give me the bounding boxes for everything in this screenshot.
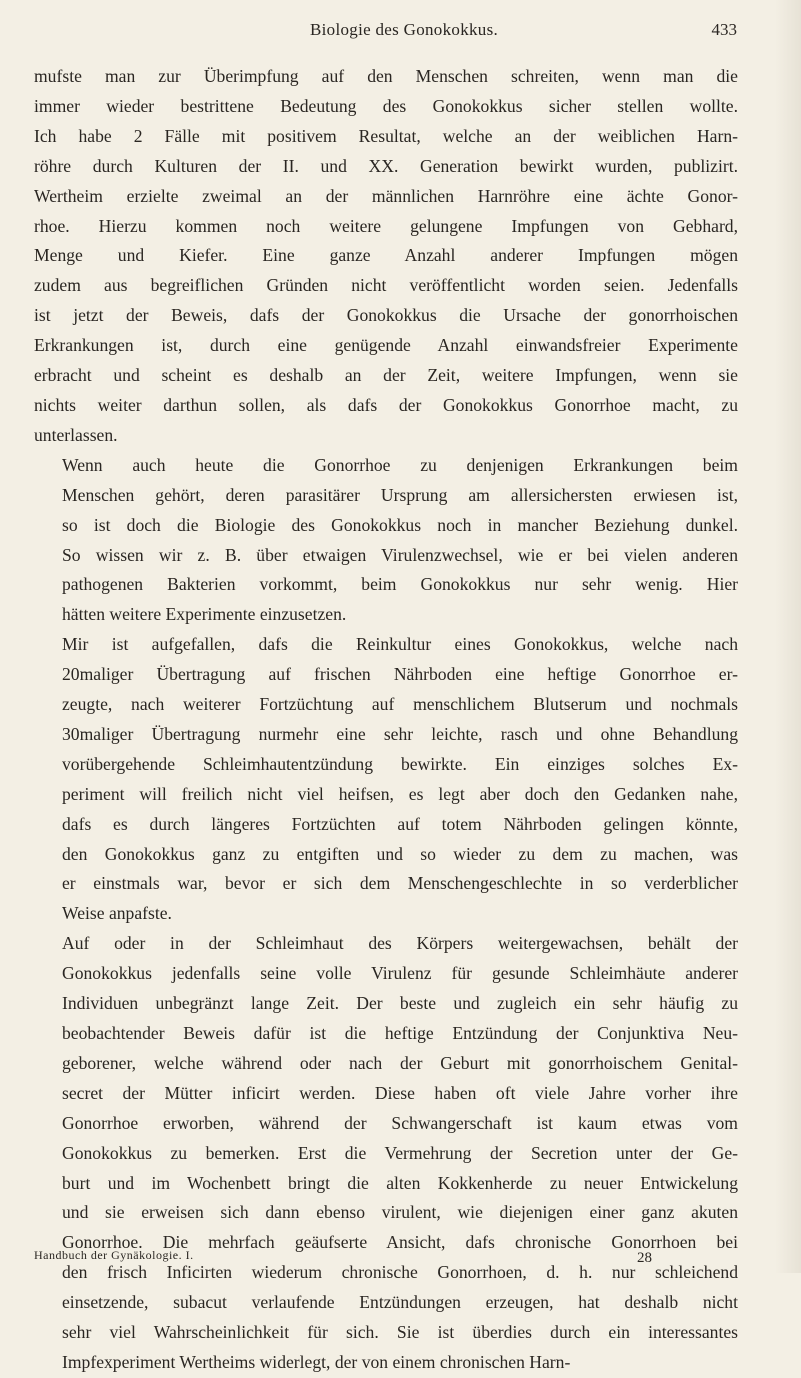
signature-number: 28 bbox=[637, 1250, 652, 1266]
text-line: Auf oder in der Schleimhaut des Körpers weitergewachsen, behält der bbox=[62, 933, 738, 954]
text-line: Gonokokkus jedenfalls seine volle Virulenz für gesunde Schleimhäute anderer bbox=[62, 963, 738, 984]
running-title: Biologie des Gonokokkus. bbox=[310, 20, 499, 39]
text-line: 20maliger Übertragung auf frischen Nährboden eine heftige Gonorrhoe er- bbox=[62, 664, 738, 685]
paragraph bbox=[34, 451, 738, 630]
text-line: rhoe. Hierzu kommen noch weitere gelungene Impfungen von Gebhard, bbox=[34, 215, 738, 236]
text-line: So wissen wir z. B. über etwaigen Virulenzwechsel, wie er bei vielen anderen bbox=[62, 544, 738, 565]
text-line: und sie erweisen sich dann ebenso virulent, wie diejenigen einer ganz akuten bbox=[62, 1202, 738, 1223]
text-line: Wertheim erzielte zweimal an der männlichen Harnröhre eine ächte Gonor- bbox=[34, 185, 738, 206]
text-line: den frisch Inficirten wiederum chronische Gonorrhoen, d. h. nur schleichend bbox=[62, 1262, 738, 1283]
text-line: burt und im Wochenbett bringt die alten Kokkenherde zu neuer Entwickelung bbox=[62, 1172, 738, 1193]
text-line: hätten weitere Experimente einzusetzen. bbox=[62, 604, 347, 625]
footer bbox=[34, 1248, 738, 1268]
text-line: Gonokokkus zu bemerken. Erst die Vermehrung der Secretion unter der Ge- bbox=[62, 1142, 738, 1163]
text-line: 30maliger Übertragung nurmehr eine sehr leichte, rasch und ohne Behandlung bbox=[62, 723, 738, 744]
text-line: Weise anpafste. bbox=[62, 903, 172, 924]
text-line: nichts weiter darthun sollen, als dafs der Gonokokkus Gonorrhoe macht, zu bbox=[34, 394, 738, 415]
text-line: immer wieder bestrittene Bedeutung des Gonokokkus sicher stellen wollte. bbox=[34, 95, 738, 116]
paragraph bbox=[34, 630, 738, 929]
text-line: er einstmals war, bevor er sich dem Menschengeschlechte in so verderblicher bbox=[62, 873, 738, 894]
text-line: Impfexperiment Wertheims widerlegt, der von einem chronischen Harn- bbox=[62, 1351, 571, 1372]
text-line: Erkrankungen ist, durch eine genügende Anzahl einwandsfreier Experimente bbox=[34, 335, 738, 356]
text-line: vorübergehende Schleimhautentzündung bewirkte. Ein einziges solches Ex- bbox=[62, 753, 738, 774]
text-line: periment will freilich nicht viel heifsen, es legt aber doch den Gedanken nahe, bbox=[62, 783, 738, 804]
signature-line: Handbuch der Gynäkologie. I. bbox=[34, 1248, 194, 1262]
text-line: so ist doch die Biologie des Gonokokkus noch in mancher Beziehung dunkel. bbox=[62, 514, 738, 535]
running-header bbox=[0, 20, 801, 46]
text-line: Gonorrhoe erworben, während der Schwangerschaft ist kaum etwas vom bbox=[62, 1112, 738, 1133]
text-line: Mir ist aufgefallen, dafs die Reinkultur eines Gonokokkus, welche nach bbox=[62, 634, 738, 655]
text-line: den Gonokokkus ganz zu entgiften und so wieder zu dem zu machen, was bbox=[62, 843, 738, 864]
text-line: beobachtender Beweis dafür ist die heftige Entzündung der Conjunktiva Neu- bbox=[62, 1023, 738, 1043]
text-line: erbracht und scheint es deshalb an der Zeit, weitere Impfungen, wenn sie bbox=[34, 365, 738, 386]
text-line: Ich habe 2 Fälle mit positivem Resultat, welche an der weiblichen Harn- bbox=[34, 125, 738, 146]
text-line: Individuen unbegränzt lange Zeit. Der beste und zugleich ein sehr häufig zu bbox=[62, 993, 738, 1014]
page-edge-shadow bbox=[775, 0, 801, 1273]
body-text bbox=[34, 62, 738, 1378]
page-number: 433 bbox=[711, 20, 737, 39]
text-line: unterlassen. bbox=[34, 424, 118, 445]
text-line: dafs es durch längeres Fortzüchten auf totem Nährboden gelingen könnte, bbox=[62, 813, 738, 834]
text-line: Wenn auch heute die Gonorrhoe zu denjenigen Erkrankungen beim bbox=[62, 454, 738, 475]
text-line: Menge und Kiefer. Eine ganze Anzahl anderer Impfungen mögen bbox=[34, 245, 738, 266]
text-line: Menschen gehört, deren parasitärer Ursprung am allersichersten erwiesen ist, bbox=[62, 484, 738, 505]
text-line: sehr viel Wahrscheinlichkeit für sich. Sie ist überdies durch ein interessantes bbox=[62, 1322, 738, 1343]
text-line: geborener, welche während oder nach der Geburt mit gonorrhoischem Genital- bbox=[62, 1052, 738, 1073]
text-line: einsetzende, subacut verlaufende Entzündungen erzeugen, hat deshalb nicht bbox=[62, 1292, 738, 1313]
text-line: mufste man zur Überimpfung auf den Menschen schreiten, wenn man die bbox=[34, 66, 738, 86]
text-line: secret der Mütter inficirt werden. Diese haben oft viele Jahre vorher ihre bbox=[62, 1082, 738, 1103]
text-line: zeugte, nach weiterer Fortzüchtung auf menschlichem Blutserum und nochmals bbox=[62, 694, 738, 715]
paragraph bbox=[34, 62, 738, 451]
paragraph bbox=[34, 929, 738, 1378]
text-line: Gonorrhoe. Die mehrfach geäufserte Ansicht, dafs chronische Gonorrhoen bei bbox=[62, 1232, 738, 1253]
text-line: ist jetzt der Beweis, dafs der Gonokokkus die Ursache der gonorrhoischen bbox=[34, 305, 738, 326]
text-line: zudem aus begreiflichen Gründen nicht veröffentlicht worden seien. Jedenfalls bbox=[34, 275, 738, 296]
text-line: pathogenen Bakterien vorkommt, beim Gonokokkus nur sehr wenig. Hier bbox=[62, 574, 738, 595]
text-line: röhre durch Kulturen der II. und XX. Generation bewirkt wurden, publizirt. bbox=[34, 155, 738, 176]
